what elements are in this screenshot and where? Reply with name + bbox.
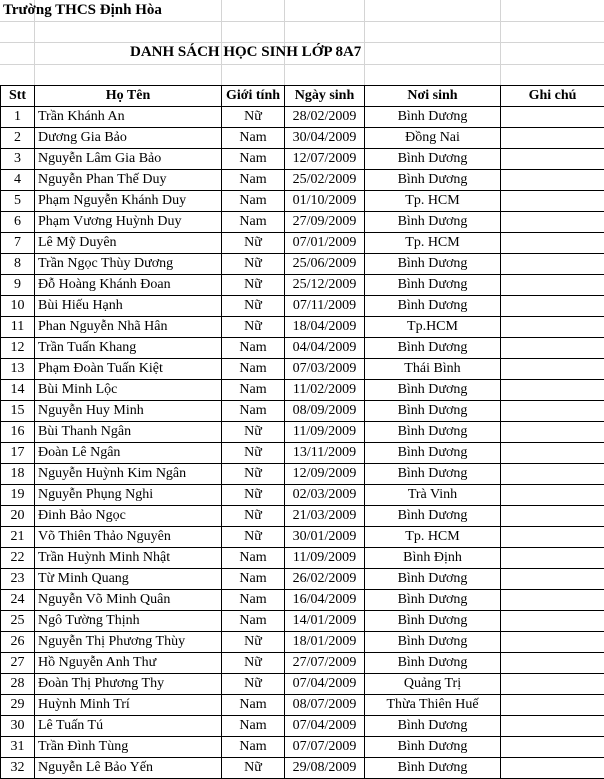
cell-birthplace[interactable]: Bình Định [365, 548, 501, 569]
cell-dob[interactable]: 12/07/2009 [285, 149, 365, 170]
cell-name[interactable]: Đinh Bảo Ngọc [35, 506, 222, 527]
grid-line [0, 21, 604, 22]
cell-dob[interactable]: 28/02/2009 [285, 107, 365, 128]
cell-dob[interactable]: 07/07/2009 [285, 737, 365, 758]
cell-dob[interactable]: 12/09/2009 [285, 464, 365, 485]
cell-dob[interactable]: 07/01/2009 [285, 233, 365, 254]
table-row [1, 422, 604, 443]
cell-stt[interactable]: 8 [1, 254, 35, 275]
header-note[interactable]: Ghi chú [501, 86, 604, 107]
cell-dob[interactable]: 14/01/2009 [285, 611, 365, 632]
cell-note[interactable] [501, 275, 604, 296]
cell-name[interactable]: Nguyễn Phan Thế Duy [35, 170, 222, 191]
cell-stt[interactable]: 5 [1, 191, 35, 212]
cell-stt[interactable]: 17 [1, 443, 35, 464]
student-table [0, 85, 604, 779]
cell-dob[interactable]: 30/01/2009 [285, 527, 365, 548]
cell-birthplace[interactable]: Bình Dương [365, 443, 501, 464]
cell-gender[interactable]: Nữ [222, 632, 285, 653]
cell-birthplace[interactable]: Bình Dương [365, 170, 501, 191]
header-gender[interactable]: Giới tính [222, 86, 285, 107]
cell-gender[interactable]: Nữ [222, 107, 285, 128]
cell-note[interactable] [501, 296, 604, 317]
cell-dob[interactable]: 07/04/2009 [285, 674, 365, 695]
cell-note[interactable] [501, 485, 604, 506]
cell-stt[interactable]: 29 [1, 695, 35, 716]
school-name[interactable]: Trường THCS Định Hòa [3, 2, 162, 19]
cell-birthplace[interactable]: Trà Vinh [365, 485, 501, 506]
cell-stt[interactable]: 14 [1, 380, 35, 401]
cell-note[interactable] [501, 506, 604, 527]
cell-gender[interactable]: Nam [222, 695, 285, 716]
cell-gender[interactable]: Nam [222, 149, 285, 170]
cell-dob[interactable]: 30/04/2009 [285, 128, 365, 149]
table-row [1, 170, 604, 191]
cell-note[interactable] [501, 632, 604, 653]
grid-line [0, 42, 604, 43]
header-row [1, 86, 604, 107]
cell-gender[interactable]: Nữ [222, 254, 285, 275]
table-row [1, 569, 604, 590]
cell-gender[interactable]: Nam [222, 590, 285, 611]
cell-dob[interactable]: 16/04/2009 [285, 590, 365, 611]
sheet-title[interactable]: DANH SÁCH HỌC SINH LỚP 8A7 [130, 44, 361, 61]
cell-stt[interactable]: 15 [1, 401, 35, 422]
cell-stt[interactable]: 4 [1, 170, 35, 191]
cell-stt[interactable]: 1 [1, 107, 35, 128]
cell-gender[interactable]: Nữ [222, 485, 285, 506]
cell-dob[interactable]: 01/10/2009 [285, 191, 365, 212]
table-row [1, 695, 604, 716]
cell-note[interactable] [501, 359, 604, 380]
cell-gender[interactable]: Nữ [222, 233, 285, 254]
cell-dob[interactable]: 07/03/2009 [285, 359, 365, 380]
cell-gender[interactable]: Nữ [222, 674, 285, 695]
cell-dob[interactable]: 26/02/2009 [285, 569, 365, 590]
cell-dob[interactable]: 04/04/2009 [285, 338, 365, 359]
cell-stt[interactable]: 3 [1, 149, 35, 170]
cell-gender[interactable]: Nam [222, 401, 285, 422]
cell-note[interactable] [501, 401, 604, 422]
cell-note[interactable] [501, 170, 604, 191]
cell-name[interactable]: Trần Huỳnh Minh Nhật [35, 548, 222, 569]
table-row [1, 317, 604, 338]
cell-birthplace[interactable]: Bình Dương [365, 212, 501, 233]
cell-gender[interactable]: Nam [222, 380, 285, 401]
cell-birthplace[interactable]: Bình Dương [365, 422, 501, 443]
cell-gender[interactable]: Nữ [222, 758, 285, 779]
cell-name[interactable]: Bùi Minh Lộc [35, 380, 222, 401]
cell-birthplace[interactable]: Tp. HCM [365, 191, 501, 212]
cell-stt[interactable]: 23 [1, 569, 35, 590]
cell-gender[interactable]: Nam [222, 170, 285, 191]
cell-note[interactable] [501, 212, 604, 233]
cell-dob[interactable]: 25/06/2009 [285, 254, 365, 275]
table-row [1, 191, 604, 212]
cell-gender[interactable]: Nữ [222, 296, 285, 317]
cell-name[interactable]: Ngô Tường Thịnh [35, 611, 222, 632]
table-row [1, 611, 604, 632]
cell-birthplace[interactable]: Bình Dương [365, 632, 501, 653]
table-row [1, 296, 604, 317]
cell-dob[interactable]: 11/02/2009 [285, 380, 365, 401]
cell-name[interactable]: Hồ Nguyễn Anh Thư [35, 653, 222, 674]
cell-note[interactable] [501, 254, 604, 275]
cell-name[interactable]: Nguyễn Thị Phương Thùy [35, 632, 222, 653]
cell-note[interactable] [501, 569, 604, 590]
cell-name[interactable]: Phan Nguyễn Nhã Hân [35, 317, 222, 338]
table-row [1, 506, 604, 527]
cell-name[interactable]: Đỗ Hoàng Khánh Đoan [35, 275, 222, 296]
cell-note[interactable] [501, 149, 604, 170]
cell-name[interactable]: Võ Thiên Thảo Nguyên [35, 527, 222, 548]
cell-dob[interactable]: 25/02/2009 [285, 170, 365, 191]
cell-gender[interactable]: Nam [222, 548, 285, 569]
cell-birthplace[interactable]: Bình Dương [365, 338, 501, 359]
cell-note[interactable] [501, 653, 604, 674]
table-row [1, 380, 604, 401]
cell-name[interactable]: Huỳnh Minh Trí [35, 695, 222, 716]
cell-name[interactable]: Nguyễn Huỳnh Kim Ngân [35, 464, 222, 485]
cell-dob[interactable]: 02/03/2009 [285, 485, 365, 506]
cell-dob[interactable]: 18/01/2009 [285, 632, 365, 653]
cell-stt[interactable]: 28 [1, 674, 35, 695]
cell-name[interactable]: Dương Gia Bảo [35, 128, 222, 149]
table-row [1, 716, 604, 737]
cell-birthplace[interactable]: Tp. HCM [365, 527, 501, 548]
cell-stt[interactable]: 10 [1, 296, 35, 317]
cell-birthplace[interactable]: Bình Dương [365, 716, 501, 737]
table-row [1, 443, 604, 464]
table-row [1, 128, 604, 149]
table-row [1, 254, 604, 275]
cell-birthplace[interactable]: Bình Dương [365, 296, 501, 317]
cell-note[interactable] [501, 380, 604, 401]
cell-name[interactable]: Trần Khánh An [35, 107, 222, 128]
cell-dob[interactable]: 13/11/2009 [285, 443, 365, 464]
cell-stt[interactable]: 26 [1, 632, 35, 653]
cell-birthplace[interactable]: Quảng Trị [365, 674, 501, 695]
cell-birthplace[interactable]: Bình Dương [365, 590, 501, 611]
cell-stt[interactable]: 18 [1, 464, 35, 485]
cell-name[interactable]: Từ Minh Quang [35, 569, 222, 590]
table-row [1, 758, 604, 779]
cell-name[interactable]: Phạm Nguyễn Khánh Duy [35, 191, 222, 212]
cell-birthplace[interactable]: Bình Dương [365, 737, 501, 758]
cell-stt[interactable]: 31 [1, 737, 35, 758]
cell-gender[interactable]: Nam [222, 191, 285, 212]
cell-stt[interactable]: 13 [1, 359, 35, 380]
table-row [1, 674, 604, 695]
cell-dob[interactable]: 11/09/2009 [285, 548, 365, 569]
cell-birthplace[interactable]: Bình Dương [365, 758, 501, 779]
header-dob[interactable]: Ngày sinh [285, 86, 365, 107]
cell-stt[interactable]: 19 [1, 485, 35, 506]
table-row [1, 401, 604, 422]
cell-gender[interactable]: Nam [222, 716, 285, 737]
table-row [1, 737, 604, 758]
table-row [1, 338, 604, 359]
cell-gender[interactable]: Nữ [222, 506, 285, 527]
cell-gender[interactable]: Nam [222, 128, 285, 149]
cell-name[interactable]: Lê Mỹ Duyên [35, 233, 222, 254]
table-row [1, 590, 604, 611]
cell-note[interactable] [501, 695, 604, 716]
cell-name[interactable]: Đoàn Thị Phương Thy [35, 674, 222, 695]
cell-gender[interactable]: Nữ [222, 653, 285, 674]
cell-stt[interactable]: 2 [1, 128, 35, 149]
cell-birthplace[interactable]: Tp. HCM [365, 233, 501, 254]
table-row [1, 275, 604, 296]
cell-stt[interactable]: 22 [1, 548, 35, 569]
table-row [1, 212, 604, 233]
cell-birthplace[interactable]: Bình Dương [365, 611, 501, 632]
cell-note[interactable] [501, 590, 604, 611]
cell-gender[interactable]: Nam [222, 212, 285, 233]
cell-note[interactable] [501, 716, 604, 737]
cell-stt[interactable]: 21 [1, 527, 35, 548]
cell-dob[interactable]: 18/04/2009 [285, 317, 365, 338]
cell-gender[interactable]: Nữ [222, 275, 285, 296]
table-row [1, 632, 604, 653]
cell-gender[interactable]: Nữ [222, 527, 285, 548]
cell-birthplace[interactable]: Thái Bình [365, 359, 501, 380]
cell-birthplace[interactable]: Bình Dương [365, 275, 501, 296]
cell-birthplace[interactable]: Bình Dương [365, 653, 501, 674]
cell-note[interactable] [501, 338, 604, 359]
cell-note[interactable] [501, 527, 604, 548]
cell-note[interactable] [501, 674, 604, 695]
cell-name[interactable]: Bùi Thanh Ngân [35, 422, 222, 443]
cell-stt[interactable]: 11 [1, 317, 35, 338]
cell-gender[interactable]: Nam [222, 737, 285, 758]
cell-birthplace[interactable]: Bình Dương [365, 107, 501, 128]
cell-dob[interactable]: 11/09/2009 [285, 422, 365, 443]
cell-name[interactable]: Bùi Hiếu Hạnh [35, 296, 222, 317]
cell-note[interactable] [501, 128, 604, 149]
table-row [1, 527, 604, 548]
cell-name[interactable]: Trần Đình Tùng [35, 737, 222, 758]
cell-note[interactable] [501, 443, 604, 464]
cell-gender[interactable]: Nữ [222, 464, 285, 485]
cell-birthplace[interactable]: Bình Dương [365, 149, 501, 170]
header-name[interactable]: Họ Tên [35, 86, 222, 107]
cell-dob[interactable]: 07/11/2009 [285, 296, 365, 317]
cell-stt[interactable]: 16 [1, 422, 35, 443]
cell-birthplace[interactable]: Tp.HCM [365, 317, 501, 338]
cell-dob[interactable]: 07/04/2009 [285, 716, 365, 737]
table-row [1, 653, 604, 674]
cell-dob[interactable]: 21/03/2009 [285, 506, 365, 527]
cell-name[interactable]: Nguyễn Lê Bảo Yến [35, 758, 222, 779]
cell-gender[interactable]: Nữ [222, 443, 285, 464]
header-birthplace[interactable]: Nơi sinh [365, 86, 501, 107]
cell-gender[interactable]: Nam [222, 611, 285, 632]
grid-line [0, 64, 604, 65]
cell-name[interactable]: Nguyễn Phụng Nghi [35, 485, 222, 506]
cell-name[interactable]: Nguyễn Lâm Gia Bảo [35, 149, 222, 170]
table-row [1, 107, 604, 128]
table-row [1, 548, 604, 569]
cell-name[interactable]: Đoàn Lê Ngân [35, 443, 222, 464]
cell-birthplace[interactable]: Bình Dương [365, 254, 501, 275]
cell-name[interactable]: Phạm Đoàn Tuấn Kiệt [35, 359, 222, 380]
cell-stt[interactable]: 9 [1, 275, 35, 296]
table-row [1, 149, 604, 170]
cell-name[interactable]: Lê Tuấn Tú [35, 716, 222, 737]
cell-stt[interactable]: 27 [1, 653, 35, 674]
cell-stt[interactable]: 7 [1, 233, 35, 254]
cell-birthplace[interactable]: Bình Dương [365, 380, 501, 401]
cell-gender[interactable]: Nam [222, 569, 285, 590]
table-row [1, 485, 604, 506]
cell-dob[interactable]: 27/09/2009 [285, 212, 365, 233]
cell-stt[interactable]: 24 [1, 590, 35, 611]
cell-dob[interactable]: 08/07/2009 [285, 695, 365, 716]
table-row [1, 464, 604, 485]
cell-name[interactable]: Trần Tuấn Khang [35, 338, 222, 359]
cell-name[interactable]: Nguyễn Huy Minh [35, 401, 222, 422]
cell-note[interactable] [501, 611, 604, 632]
cell-birthplace[interactable]: Đồng Nai [365, 128, 501, 149]
cell-dob[interactable]: 25/12/2009 [285, 275, 365, 296]
cell-birthplace[interactable]: Bình Dương [365, 401, 501, 422]
cell-name[interactable]: Trần Ngọc Thùy Dương [35, 254, 222, 275]
cell-birthplace[interactable]: Thừa Thiên Huế [365, 695, 501, 716]
cell-stt[interactable]: 6 [1, 212, 35, 233]
cell-stt[interactable]: 20 [1, 506, 35, 527]
cell-note[interactable] [501, 422, 604, 443]
cell-note[interactable] [501, 548, 604, 569]
cell-note[interactable] [501, 758, 604, 779]
cell-stt[interactable]: 12 [1, 338, 35, 359]
cell-dob[interactable]: 29/08/2009 [285, 758, 365, 779]
cell-birthplace[interactable]: Bình Dương [365, 569, 501, 590]
cell-gender[interactable]: Nam [222, 359, 285, 380]
cell-birthplace[interactable]: Bình Dương [365, 464, 501, 485]
cell-gender[interactable]: Nam [222, 338, 285, 359]
cell-stt[interactable]: 30 [1, 716, 35, 737]
cell-dob[interactable]: 27/07/2009 [285, 653, 365, 674]
table-row [1, 359, 604, 380]
cell-note[interactable] [501, 464, 604, 485]
cell-note[interactable] [501, 191, 604, 212]
cell-gender[interactable]: Nữ [222, 422, 285, 443]
cell-note[interactable] [501, 317, 604, 338]
cell-stt[interactable]: 32 [1, 758, 35, 779]
cell-dob[interactable]: 08/09/2009 [285, 401, 365, 422]
cell-name[interactable]: Nguyễn Võ Minh Quân [35, 590, 222, 611]
cell-note[interactable] [501, 233, 604, 254]
cell-name[interactable]: Phạm Vương Huỳnh Duy [35, 212, 222, 233]
cell-note[interactable] [501, 737, 604, 758]
cell-birthplace[interactable]: Bình Dương [365, 506, 501, 527]
cell-gender[interactable]: Nữ [222, 317, 285, 338]
table-row [1, 233, 604, 254]
cell-note[interactable] [501, 107, 604, 128]
cell-stt[interactable]: 25 [1, 611, 35, 632]
header-stt[interactable]: Stt [1, 86, 35, 107]
